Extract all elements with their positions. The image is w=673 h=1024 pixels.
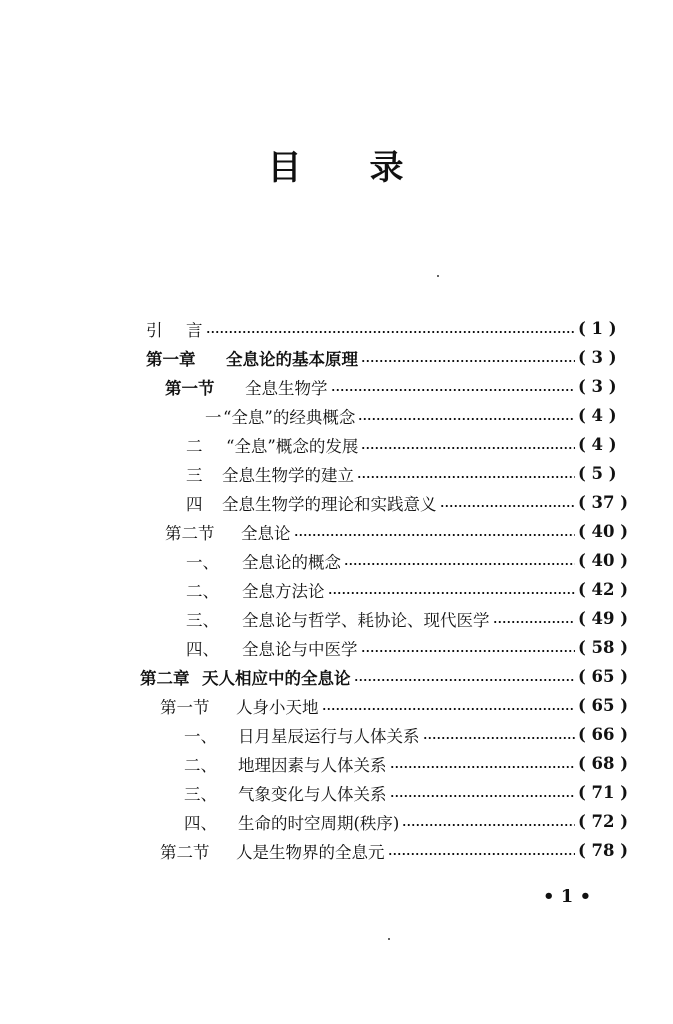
leader-dots — [390, 766, 576, 768]
toc-entry-label: “全息”概念的发展 — [226, 436, 359, 456]
toc-entry-number: 一、 — [186, 552, 219, 572]
toc-entry-page: ( 4 ) — [578, 406, 617, 425]
toc-entry[interactable] — [186, 604, 628, 633]
toc-entry-label: “全息”的经典概念 — [223, 407, 356, 427]
toc-entry-label: 人身小天地 — [236, 697, 319, 717]
toc-entry-number: 四、 — [184, 813, 217, 833]
toc-entry-label: 全息论与中医学 — [242, 639, 358, 659]
toc-entry[interactable] — [186, 633, 628, 662]
toc-entry[interactable] — [186, 575, 628, 604]
toc-entry-number: 第二节 — [160, 842, 210, 862]
toc-entry-page: ( 42 ) — [578, 580, 629, 599]
toc-entry-page: ( 5 ) — [578, 464, 617, 483]
scan-speck — [388, 938, 390, 940]
scan-speck — [437, 275, 439, 277]
toc-entry[interactable] — [146, 343, 628, 372]
toc-entry-label: 全息生物学的理论和实践意义 — [222, 494, 437, 514]
leader-dots — [361, 650, 576, 652]
leader-dots — [354, 679, 576, 681]
toc-entry-page: ( 65 ) — [578, 696, 629, 715]
toc-entry[interactable] — [160, 691, 628, 720]
toc-entry-number: 引 — [146, 320, 163, 340]
leader-dots — [440, 505, 576, 507]
toc-entry[interactable] — [186, 546, 628, 575]
leader-dots — [358, 418, 575, 420]
toc-entry[interactable] — [160, 836, 628, 865]
toc-entry[interactable] — [184, 807, 628, 836]
leader-dots — [322, 708, 576, 710]
leader-dots — [294, 534, 576, 536]
toc-entry-page: ( 40 ) — [578, 551, 629, 570]
toc-entry[interactable] — [186, 430, 628, 459]
leader-dots — [206, 331, 576, 333]
toc-entry[interactable] — [146, 314, 628, 343]
leader-dots — [388, 853, 576, 855]
toc-entry-page: ( 4 ) — [578, 435, 617, 454]
leader-dots — [493, 621, 576, 623]
toc-entry-page: ( 72 ) — [578, 812, 629, 831]
toc-entry[interactable] — [165, 517, 628, 546]
toc-entry-label: 全息生物学 — [245, 378, 328, 398]
toc-entry-label: 地理因素与人体关系 — [238, 755, 387, 775]
leader-dots — [357, 476, 575, 478]
toc-entry[interactable] — [165, 372, 628, 401]
toc-entry[interactable] — [184, 778, 628, 807]
toc-entry-page: ( 49 ) — [578, 609, 629, 628]
toc-entry-label: 全息论的基本原理 — [226, 349, 358, 369]
leader-dots — [328, 592, 576, 594]
toc-entry-page: ( 66 ) — [578, 725, 629, 744]
toc-entry-number: 四、 — [186, 639, 219, 659]
toc-entry-page: ( 3 ) — [578, 377, 617, 396]
toc-entry-label: 全息论的概念 — [242, 552, 341, 572]
toc-entry-number: 第二章 — [140, 668, 190, 688]
toc-entry-number: 一 — [205, 407, 222, 427]
leader-dots — [390, 795, 576, 797]
toc-entry-label: 全息论 — [241, 523, 291, 543]
title-char-left: 目 — [267, 148, 304, 188]
toc-entry-page: ( 1 ) — [578, 319, 617, 338]
toc-entry-page: ( 3 ) — [578, 348, 617, 367]
toc-entry-label: 日月星辰运行与人体关系 — [238, 726, 420, 746]
toc-entry-page: ( 65 ) — [578, 667, 629, 686]
toc-entry[interactable] — [186, 488, 628, 517]
leader-dots — [331, 389, 576, 391]
leader-dots — [402, 824, 575, 826]
toc-entry-number: 第一节 — [160, 697, 210, 717]
toc-entry-page: ( 40 ) — [578, 522, 629, 541]
toc-entry-label: 言 — [186, 320, 203, 340]
toc-entry-number: 一、 — [184, 726, 217, 746]
toc-entry-number: 二、 — [186, 581, 219, 601]
toc-entry-label: 天人相应中的全息论 — [202, 668, 351, 688]
toc-entry[interactable] — [205, 401, 628, 430]
toc-entry-label: 全息论与哲学、耗协论、现代医学 — [242, 610, 490, 630]
toc-entry[interactable] — [184, 749, 628, 778]
toc-entry-label: 生命的时空周期(秩序) — [238, 813, 400, 833]
toc-entry-number: 第一节 — [165, 378, 215, 398]
page-title — [0, 140, 673, 189]
toc-entry-number: 二 — [186, 436, 203, 456]
leader-dots — [344, 563, 575, 565]
toc-entry-label: 全息方法论 — [242, 581, 325, 601]
toc-entry-page: ( 68 ) — [578, 754, 629, 773]
toc-entry-page: ( 71 ) — [578, 783, 629, 802]
toc-entry[interactable] — [184, 720, 628, 749]
leader-dots — [361, 360, 575, 362]
toc-entry-number: 三 — [186, 465, 203, 485]
toc-entry-number: 第二节 — [165, 523, 215, 543]
toc-entry-number: 三、 — [186, 610, 219, 630]
toc-entry-label: 气象变化与人体关系 — [238, 784, 387, 804]
page-number: • 1 • — [543, 886, 592, 907]
toc-entry-number: 第一章 — [146, 349, 196, 369]
toc-entry-label: 全息生物学的建立 — [222, 465, 354, 485]
leader-dots — [423, 737, 576, 739]
leader-dots — [361, 447, 575, 449]
toc-entry-number: 四 — [186, 494, 203, 514]
toc-entry-page: ( 37 ) — [578, 493, 629, 512]
toc-entry-number: 三、 — [184, 784, 217, 804]
toc-entry-label: 人是生物界的全息元 — [236, 842, 385, 862]
toc-entry-page: ( 58 ) — [578, 638, 629, 657]
toc-entry[interactable] — [186, 459, 628, 488]
toc-entry[interactable] — [140, 662, 628, 691]
title-char-right: 录 — [369, 148, 406, 188]
toc-entry-number: 二、 — [184, 755, 217, 775]
toc-entry-page: ( 78 ) — [578, 841, 629, 860]
